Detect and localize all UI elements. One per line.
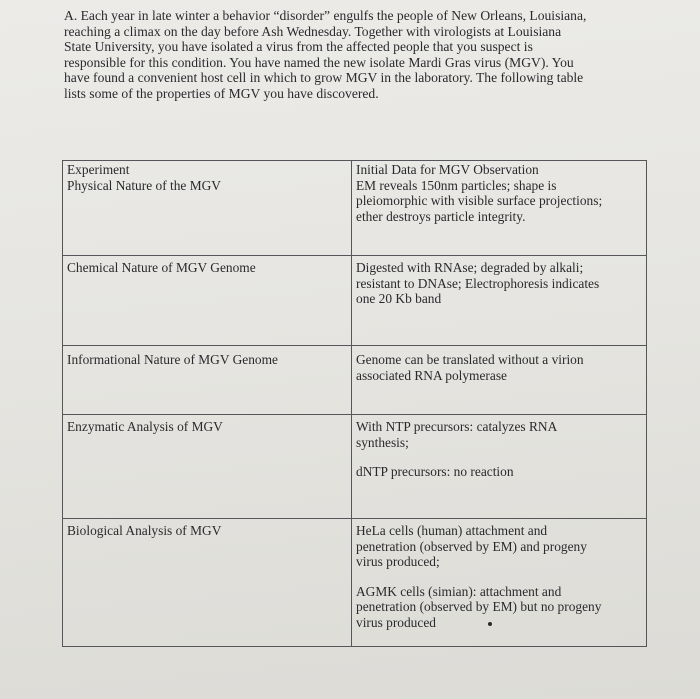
observation-cell — [352, 415, 647, 519]
intro-line: State University, you have isolated a virus from the affected people that you suspect is — [64, 39, 533, 55]
intro-line: responsible for this condition. You have named the new isolate Mardi Gras virus (MGV). You — [64, 54, 574, 70]
table-row — [63, 256, 647, 346]
observation-line: HeLa cells (human) attachment and — [356, 523, 548, 538]
experiment-label: Physical Nature of the MGV — [67, 177, 221, 193]
experiment-cell — [63, 415, 352, 519]
observation-cell — [352, 256, 647, 346]
mgv-properties-table — [62, 160, 647, 647]
observation-line: With NTP precursors: catalyzes RNA — [356, 419, 558, 434]
observation-line: virus produced — [356, 614, 436, 630]
observation-cell — [352, 161, 647, 256]
experiment-cell — [63, 161, 352, 256]
observation-line: resistant to DNAse; Electrophoresis indicates — [356, 275, 600, 291]
observation-line: synthesis; — [356, 434, 409, 450]
pen-dot — [488, 622, 492, 626]
column-header-experiment: Experiment — [67, 162, 130, 177]
observation-cell — [352, 519, 647, 647]
observation-line: AGMK cells (simian): attachment and — [356, 583, 562, 599]
experiment-cell — [63, 346, 352, 415]
observation-line: EM reveals 150nm particles; shape is — [356, 177, 557, 193]
observation-line: dNTP precursors: no reaction — [356, 464, 514, 480]
experiment-label: Chemical Nature of MGV Genome — [67, 260, 256, 275]
intro-line: reaching a climax on the day before Ash Wednesday. Together with virologists at Louisiana — [64, 23, 562, 39]
paragraph-gap — [356, 570, 642, 584]
experiment-label: Enzymatic Analysis of MGV — [67, 419, 223, 434]
experiment-cell — [63, 519, 352, 647]
intro-line: have found a convenient host cell in which to grow MGV in the laboratory. The following table — [64, 70, 584, 86]
observation-line: ether destroys particle integrity. — [356, 208, 526, 224]
intro-line: A. Each year in late winter a behavior “disorder” engulfs the people of New Orleans, Louisiana, — [64, 8, 587, 23]
observation-line: associated RNA polymerase — [356, 367, 507, 383]
observation-line: Digested with RNAse; degraded by alkali; — [356, 260, 584, 275]
observation-line: Genome can be translated without a virion — [356, 352, 584, 367]
observation-cell — [352, 346, 647, 415]
table-row — [63, 519, 647, 647]
observation-line: penetration (observed by EM) but no progeny — [356, 599, 602, 615]
observation-line: virus produced; — [356, 554, 440, 570]
experiment-label: Informational Nature of MGV Genome — [67, 352, 278, 367]
table-row — [63, 161, 647, 256]
paragraph-gap — [356, 450, 642, 464]
observation-line: pleiomorphic with visible surface projections; — [356, 193, 603, 209]
experiment-cell — [63, 256, 352, 346]
column-header-observation: Initial Data for MGV Observation — [356, 162, 539, 177]
intro-paragraph — [64, 8, 654, 102]
experiment-label: Biological Analysis of MGV — [67, 523, 222, 538]
intro-line: lists some of the properties of MGV you have discovered. — [64, 85, 379, 101]
table-row — [63, 415, 647, 519]
table-row — [63, 346, 647, 415]
observation-line-last — [356, 615, 642, 631]
observation-line: one 20 Kb band — [356, 291, 442, 307]
observation-line: penetration (observed by EM) and progeny — [356, 538, 587, 554]
